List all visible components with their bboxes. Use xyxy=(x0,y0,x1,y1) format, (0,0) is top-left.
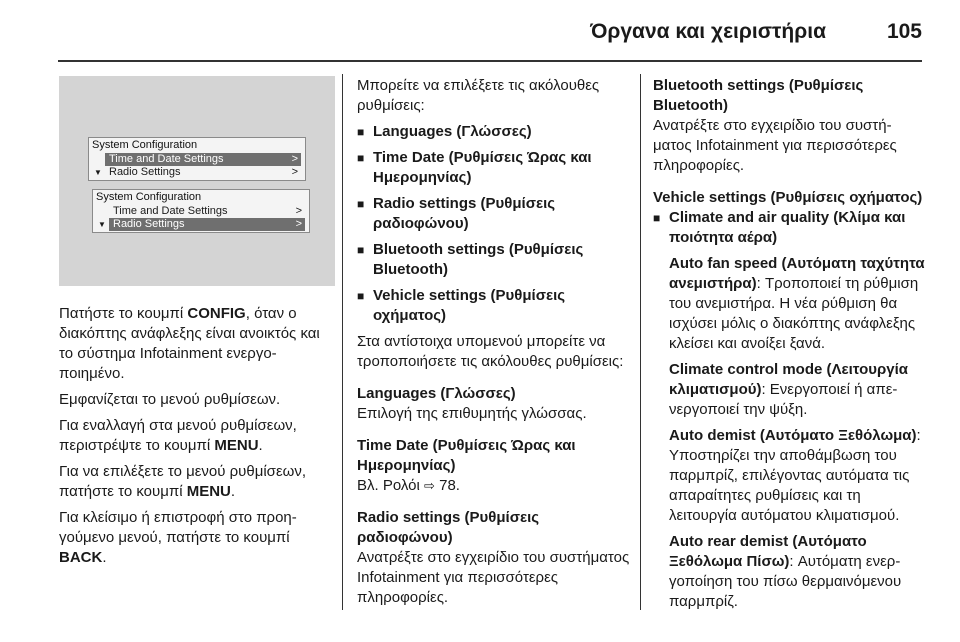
setting-auto-demist: Auto demist (Αυτόματο Ξεθόλωμα): Υποστηρίζει την αποθάμβωση του παρμπρίζ, επιλέγοντας αυτόματα τις απαραίτητες ρυθμίσεις και τη λειτουργία αυτόματου κλιματισμού. xyxy=(669,427,921,524)
screen-row-time-date: Time and Date Settings > xyxy=(105,153,301,166)
paragraph-config: Πατήστε το κουμπί CONFIG, όταν ο διακόπτης ανάφλεξης είναι ανοικτός και το σύστημα Infotainment ενεργοποιημένο. xyxy=(59,305,320,382)
screen-row-radio: Radio Settings > xyxy=(109,166,298,178)
paragraph-select: Για να επιλέξετε το μενού ρυθμίσεων, πατήστε το κουμπί MENU. xyxy=(59,463,307,500)
arrow-down-icon: ▼ xyxy=(94,168,102,177)
paragraph-menu-shown: Εμφανίζεται το μενού ρυθμίσεων. xyxy=(59,391,281,408)
column-3 xyxy=(653,76,925,618)
heading-bluetooth: Bluetooth settings (Ρυθμίσεις Bluetooth) xyxy=(653,77,864,114)
list-item: ■ Time Date (Ρυθμίσεις Ώρας και Ημερομηνίας) xyxy=(357,148,632,188)
intro-text: Μπορείτε να επιλέξετε τις ακόλουθες ρυθμίσεις: xyxy=(357,77,600,114)
reference-arrow-icon: ⇨ xyxy=(424,478,435,493)
vehicle-list xyxy=(653,208,925,248)
column-2 xyxy=(357,76,632,614)
list-item: ■ Radio settings (Ρυθμίσεις ραδιοφώνου) xyxy=(357,194,632,234)
paragraph-back: Για κλείσιμο ή επιστροφή στο προηγούμενο μενού, πατήστε το κουμπί BACK. xyxy=(59,509,297,566)
screen-bottom xyxy=(92,189,310,233)
setting-auto-fan: Auto fan speed (Αυτόματη ταχύτητα ανεμιστήρα): Τροποποιεί τη ρύθμιση του ανεμιστήρα. Η νέα ρύθμιση θα ισχύσει μόλις ο διακόπτης ανάφλεξης κλείσει και ανοίξει ξανά. xyxy=(669,255,925,352)
screen-title: System Configuration xyxy=(96,191,202,203)
settings-list xyxy=(357,122,632,326)
heading-languages: Languages (Γλώσσες) xyxy=(357,385,516,402)
text-time-date: Βλ. Ρολόι ⇨ 78. xyxy=(357,477,460,494)
setting-climate-mode: Climate control mode (Λειτουργία κλιματισμού): Ενεργοποιεί ή απενεργοποιεί την ψύξη. xyxy=(669,361,908,418)
list-item: ■ Vehicle settings (Ρυθμίσεις οχήματος) xyxy=(357,286,632,326)
list-item: ■ Climate and air quality (Κλίμα και ποιότητα αέρα) xyxy=(653,208,925,248)
column-divider-1 xyxy=(342,74,343,610)
heading-radio: Radio settings (Ρυθμίσεις ραδιοφώνου) xyxy=(357,509,540,546)
menu-illustration xyxy=(59,76,335,286)
heading-time-date: Time Date (Ρυθμίσεις Ώρας και Ημερομηνίας) xyxy=(357,437,576,474)
chevron-right-icon: > xyxy=(295,218,302,230)
text-languages: Επιλογή της επιθυμητής γλώσσας. xyxy=(357,405,587,422)
header-divider xyxy=(58,60,922,62)
paragraph-rotate: Για εναλλαγή στα μενού ρυθμίσεων, περιστρέψτε το κουμπί MENU. xyxy=(59,417,297,454)
submenu-text: Στα αντίστοιχα υπομενού μπορείτε να τροποποιήσετε τις ακόλουθες ρυθμίσεις: xyxy=(357,333,624,370)
screen-title: System Configuration xyxy=(92,139,198,151)
chevron-right-icon: > xyxy=(291,153,298,165)
page-title: Όργανα και χειριστήρια xyxy=(590,20,826,43)
list-item: ■ Bluetooth settings (Ρυθμίσεις Bluetooth) xyxy=(357,240,632,280)
screen-top xyxy=(88,137,306,181)
page-number: 105 xyxy=(886,20,922,43)
chevron-right-icon: > xyxy=(291,166,298,178)
page-header xyxy=(0,16,922,50)
text-bluetooth: Ανατρέξτε στο εγχειρίδιο του συστήματος Infotainment για περισσότερες πληροφορίες. xyxy=(653,117,897,174)
climate-subsettings xyxy=(653,254,925,612)
column-1 xyxy=(59,76,335,574)
screen-row-time-date: Time and Date Settings > xyxy=(113,205,302,217)
column-divider-2 xyxy=(640,74,641,610)
arrow-down-icon: ▼ xyxy=(98,220,106,229)
heading-vehicle: Vehicle settings (Ρυθμίσεις οχήματος) xyxy=(653,189,923,206)
setting-auto-rear-demist: Auto rear demist (Αυτόματο Ξεθόλωμα Πίσω): Αυτόματη ενεργοποίηση του πίσω θερμαινόμενου παρμπρίζ. xyxy=(669,533,902,610)
screen-row-radio: Radio Settings > xyxy=(109,218,305,231)
text-radio: Ανατρέξτε στο εγχειρίδιο του συστήματος Infotainment για περισσότερες πληροφορίες. xyxy=(357,549,630,606)
chevron-right-icon: > xyxy=(295,205,302,217)
list-item: ■ Languages (Γλώσσες) xyxy=(357,122,632,142)
